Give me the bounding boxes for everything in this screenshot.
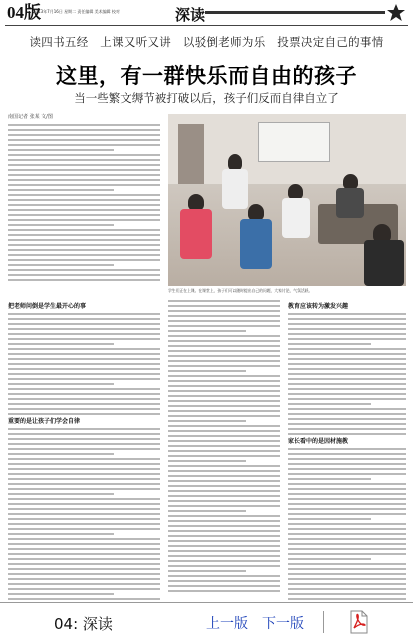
article-byline: 南国记者 张某 文/图 — [8, 114, 53, 120]
newspaper-logo-icon — [386, 3, 406, 23]
photo-caption: 学生们正在上课。在课堂上，孩子们可以随时提出自己的问题，大家讨论，气氛活跃。 — [168, 288, 313, 293]
section-heading: 教育应该转为激发兴趣 — [288, 303, 349, 310]
page-number: 04版 — [7, 3, 41, 22]
section-heading: 把老师问倒是学生最开心的事 — [8, 303, 87, 310]
section-heading: 家长看中的是因材施教 — [288, 438, 349, 445]
footer-nav — [0, 602, 413, 642]
header-bar — [205, 11, 385, 14]
footer-divider — [323, 611, 324, 633]
article-subhead: 当一些繁文缛节被打破以后，孩子们反而自律自立了 — [74, 91, 339, 105]
next-page-button[interactable]: 下一版 — [262, 616, 304, 632]
text-column-1 — [8, 114, 160, 284]
article-headline: 这里，有一群快乐而自由的孩子 — [56, 64, 357, 88]
prev-page-button[interactable]: 上一版 — [206, 616, 248, 632]
article-kicker: 读四书五经 上课又听又讲 以驳倒老师为乐 投票决定自己的事情 — [29, 35, 384, 49]
pdf-icon[interactable] — [350, 610, 368, 634]
text-column-4 — [288, 300, 406, 618]
text-column-2 — [8, 300, 160, 628]
article-photo — [168, 114, 406, 286]
page-header — [5, 3, 408, 26]
footer-page-label: 04: 深读 — [54, 615, 113, 633]
header-banner: 2013年7月16日 星期二 责任编辑 美术编辑 校对 — [33, 9, 120, 14]
section-heading: 重要的是让孩子们学会自律 — [8, 418, 81, 425]
text-column-3 — [168, 300, 280, 595]
section-title: 深读 — [175, 6, 206, 24]
